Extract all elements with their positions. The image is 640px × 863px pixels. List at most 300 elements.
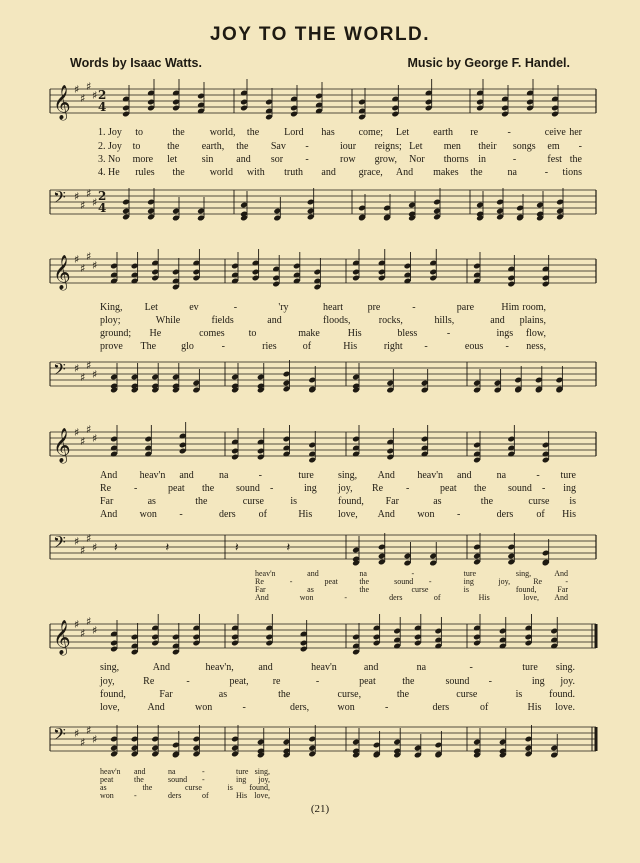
note-icon <box>172 363 180 393</box>
lyric-syllable: of <box>202 791 209 800</box>
lyric-syllable: and <box>490 315 505 326</box>
lyric-line <box>0 340 640 353</box>
lyric-syllable: ing <box>236 775 247 784</box>
lyric-syllable: sin <box>201 154 214 165</box>
lyric-syllable: grow, <box>374 154 397 165</box>
lyric-syllable: - <box>578 141 582 152</box>
lyric-syllable: - <box>488 676 492 687</box>
lyric-syllable: - <box>202 767 205 776</box>
note-icon <box>172 258 180 290</box>
lyric-syllable: sor <box>270 154 284 165</box>
sharp-icon: ♯ <box>86 187 92 200</box>
lyric-syllable: And <box>554 569 568 578</box>
lyric-syllable: the <box>480 496 494 507</box>
sharp-icon: ♯ <box>74 253 80 266</box>
lyric-syllable: ders <box>389 593 403 602</box>
lyric-syllable: and <box>457 470 472 481</box>
lyric-syllable: the <box>396 689 410 700</box>
note-icon <box>473 252 481 284</box>
lyric-syllable: And <box>554 593 568 602</box>
sharp-icon: ♯ <box>92 368 98 381</box>
bass-staff-system-2 <box>0 358 640 398</box>
lyric-syllable: - <box>134 791 137 800</box>
lyric-syllable: found, <box>249 783 270 792</box>
note-icon <box>172 731 180 758</box>
lyric-syllable: - <box>305 141 309 152</box>
lyric-syllable: of <box>258 509 267 520</box>
lyric-syllable: Lord <box>284 127 304 138</box>
lyric-syllable: sing, <box>100 662 120 673</box>
lyric-syllable: King, <box>100 302 123 313</box>
lyric-syllable: Far <box>159 689 173 700</box>
lyric-syllable: na <box>168 767 176 776</box>
lyric-syllable: more <box>132 154 154 165</box>
lyric-line <box>0 327 640 340</box>
lyric-syllable: - <box>411 569 415 578</box>
lyric-syllable: 2. Joy <box>98 141 122 152</box>
note-icon <box>358 88 366 120</box>
note-icon <box>542 539 550 566</box>
lyric-syllable: love, <box>523 593 540 602</box>
lyric-syllable: His <box>236 791 248 800</box>
note-icon <box>393 617 401 649</box>
sharp-icon: ♯ <box>80 262 86 275</box>
lyric-syllable: - <box>221 341 225 352</box>
sharp-icon: ♯ <box>92 733 98 746</box>
lyric-syllable: re <box>470 127 479 138</box>
lyric-syllable: the <box>246 127 260 138</box>
lyric-syllable: joy, <box>100 676 115 687</box>
lyric-syllable: the <box>474 483 487 494</box>
note-icon <box>257 728 265 758</box>
bass-clef-icon: 𝄢 <box>53 532 66 556</box>
lyric-syllable: ev <box>189 302 199 313</box>
note-icon <box>473 728 481 758</box>
note-icon <box>231 363 239 393</box>
sharp-icon: ♯ <box>80 371 86 384</box>
sharp-icon: ♯ <box>74 426 80 439</box>
treble-staff-system-4 <box>0 615 640 660</box>
lyric-syllable: their <box>478 141 497 152</box>
lyric-syllable: fields <box>211 315 234 326</box>
lyric-syllable: sound <box>394 577 414 586</box>
note-icon <box>197 82 205 114</box>
lyric-syllable: - <box>457 509 461 520</box>
lyric-syllable: is <box>227 783 233 792</box>
note-icon <box>131 725 139 757</box>
note-icon <box>144 425 152 457</box>
lyric-syllable: - <box>565 577 568 586</box>
lyric-line <box>0 469 640 482</box>
lyric-syllable: And <box>377 470 395 481</box>
lyric-syllable: heav'n <box>139 470 166 481</box>
sharp-icon: ♯ <box>92 432 98 445</box>
music-credit: Music by George F. Handel. <box>407 56 570 70</box>
lyric-syllable: the <box>359 585 370 594</box>
lyric-line <box>0 495 640 508</box>
lyric-syllable: - <box>270 483 274 494</box>
lyric-syllable: ders <box>432 702 450 713</box>
lyric-syllable: comes <box>199 328 225 339</box>
lyric-syllable: ders <box>168 791 182 800</box>
lyric-line <box>0 140 640 153</box>
sharp-icon: ♯ <box>74 83 80 96</box>
lyric-syllable: eous <box>464 341 484 352</box>
rest-icon: 𝄽 <box>165 540 170 554</box>
lyric-syllable: na <box>359 569 367 578</box>
time-signature: 2 <box>98 189 107 203</box>
note-icon <box>283 425 291 457</box>
lyric-syllable: Let <box>395 127 410 138</box>
lyric-syllable: the <box>172 167 185 178</box>
lyric-syllable: is <box>515 689 523 700</box>
lyric-syllable: the <box>134 775 144 784</box>
treble-staff-system-3 <box>0 423 640 468</box>
lyric-syllable: pre <box>367 302 381 313</box>
lyric-syllable: And <box>255 593 269 602</box>
note-icon <box>151 363 159 393</box>
lyric-syllable: And <box>100 509 118 520</box>
sharp-icon: ♯ <box>86 80 92 93</box>
lyric-syllable: ders, <box>290 702 310 713</box>
lyric-syllable: peat <box>168 483 185 494</box>
lyric-line <box>0 701 640 714</box>
note-icon <box>352 623 360 655</box>
lyric-syllable: the <box>359 577 370 586</box>
lyric-syllable: the <box>195 496 208 507</box>
lyric-syllable: peat <box>100 775 114 784</box>
lyric-syllable: heart <box>323 302 343 313</box>
lyric-syllable: curse <box>242 496 264 507</box>
note-icon <box>421 369 429 393</box>
lyric-syllable: curse <box>456 689 478 700</box>
lyric-syllable: Him <box>501 302 520 313</box>
lyric-syllable: has <box>321 127 335 138</box>
lyric-syllable: ries <box>262 341 277 352</box>
lyric-syllable: - <box>186 676 190 687</box>
note-icon <box>231 725 239 757</box>
hymn-title: JOY TO THE WORLD. <box>209 24 431 45</box>
lyric-syllable: won <box>417 509 435 520</box>
lyric-syllable: sound <box>236 483 260 494</box>
lyric-syllable: - <box>469 662 473 673</box>
lyric-syllable: - <box>344 593 348 602</box>
lyric-syllable: love, <box>254 791 270 800</box>
lyric-syllable: Let <box>144 302 158 313</box>
lyric-syllable: peat, <box>229 676 249 687</box>
lyric-syllable: won <box>337 702 355 713</box>
lyric-syllable: sound <box>445 676 470 687</box>
note-icon <box>110 425 118 457</box>
lyric-syllable: Nor <box>409 154 425 165</box>
lyric-syllable: ing <box>531 676 545 687</box>
lyric-syllable: Far <box>557 585 568 594</box>
lyric-syllable: grace, <box>358 167 383 178</box>
note-icon <box>473 431 481 463</box>
note-icon <box>507 425 515 457</box>
lyric-syllable: - <box>202 775 205 784</box>
lyric-syllable: He <box>149 328 162 339</box>
note-icon <box>273 197 281 221</box>
lyric-syllable: right <box>383 341 403 352</box>
lyric-syllable: His <box>347 328 362 339</box>
note-icon <box>499 728 507 758</box>
note-icon <box>293 252 301 284</box>
lyric-syllable: room, <box>522 302 546 313</box>
lyric-syllable: to <box>132 141 141 152</box>
lyric-syllable: let <box>167 154 178 165</box>
note-icon <box>536 191 544 221</box>
lyric-syllable: the <box>470 167 483 178</box>
lyric-syllable: em <box>547 141 560 152</box>
sharp-icon: ♯ <box>86 615 92 628</box>
note-icon <box>433 188 441 220</box>
treble-clef-icon: 𝄞 <box>53 620 71 655</box>
sharp-icon: ♯ <box>80 92 86 105</box>
lyric-syllable: 1. Joy <box>98 127 122 138</box>
page-number: (21) <box>310 803 330 815</box>
lyric-syllable: - <box>507 127 511 138</box>
lyric-syllable: the <box>569 154 582 165</box>
staff-lines <box>50 362 596 386</box>
lyric-syllable: ceive <box>544 127 566 138</box>
sharp-icon: ♯ <box>80 627 86 640</box>
lyric-syllable: joy, <box>498 577 511 586</box>
note-icon <box>283 728 291 758</box>
note-icon <box>514 366 522 393</box>
lyric-syllable: is <box>290 496 298 507</box>
time-signature: 4 <box>98 201 107 215</box>
lyric-syllable: world, <box>209 127 236 138</box>
lyric-syllable: row <box>340 154 356 165</box>
staff-lines <box>50 89 596 113</box>
note-icon <box>110 252 118 284</box>
treble-clef-icon: 𝄞 <box>53 85 71 120</box>
lyric-syllable: her <box>569 127 582 138</box>
lyric-syllable: curse <box>528 496 550 507</box>
note-icon <box>535 366 543 393</box>
note-icon <box>172 197 180 221</box>
lyric-syllable: Re <box>143 676 155 687</box>
time-signature: 4 <box>98 100 107 114</box>
note-icon <box>192 369 200 393</box>
lyric-syllable: in <box>478 154 487 165</box>
lyric-syllable: Re <box>100 483 112 494</box>
lyric-syllable: as <box>307 585 314 594</box>
lyric-syllable: the <box>202 483 215 494</box>
note-icon <box>373 731 381 758</box>
lyric-syllable: songs <box>512 141 536 152</box>
lyric-syllable: - <box>134 483 138 494</box>
lyric-syllable: heav'n <box>100 767 121 776</box>
note-icon <box>231 252 239 284</box>
sharp-icon: ♯ <box>92 541 98 554</box>
lyric-syllable: - <box>242 702 246 713</box>
note-icon <box>131 623 139 655</box>
lyric-syllable: won <box>100 791 114 800</box>
time-signature: 2 <box>98 88 107 102</box>
lyric-syllable: And <box>377 509 395 520</box>
lyric-syllable: Re <box>533 577 543 586</box>
lyric-syllable: re <box>272 676 281 687</box>
lyric-syllable: world <box>209 167 234 178</box>
lyric-syllable: won <box>139 509 157 520</box>
lyric-syllable: as <box>147 496 156 507</box>
lyric-line <box>0 508 640 521</box>
note-icon <box>110 363 118 393</box>
lyric-syllable: won <box>299 593 314 602</box>
lyric-syllable: peat <box>440 483 457 494</box>
sharp-icon: ♯ <box>74 190 80 203</box>
lyric-syllable: - <box>505 341 509 352</box>
lyric-syllable: iour <box>340 141 357 152</box>
lyric-syllable: na <box>416 662 427 673</box>
lyric-syllable: sound <box>508 483 532 494</box>
note-icon <box>313 258 321 290</box>
sharp-icon: ♯ <box>80 544 86 557</box>
lyric-syllable: joy. <box>560 676 575 687</box>
lyric-syllable: and <box>267 315 282 326</box>
lyric-syllable: the <box>278 689 291 700</box>
note-icon <box>516 194 524 221</box>
lyric-syllable: - <box>305 154 309 165</box>
treble-clef-icon: 𝄞 <box>53 255 71 290</box>
lyric-syllable: The <box>140 341 157 352</box>
lyric-syllable: the <box>236 141 249 152</box>
lyric-syllable: Sav <box>270 141 286 152</box>
bass-lyric-line <box>0 791 640 801</box>
lyric-syllable: pare <box>456 302 475 313</box>
lyric-syllable: Far <box>385 496 399 507</box>
lyric-syllable: curse <box>411 585 429 594</box>
lyric-syllable: hills, <box>434 315 455 326</box>
note-icon <box>352 536 360 566</box>
lyric-syllable: plains, <box>519 315 546 326</box>
note-icon <box>386 369 394 393</box>
sharp-icon: ♯ <box>74 535 80 548</box>
note-icon <box>550 617 558 649</box>
lyric-syllable: love. <box>555 702 575 713</box>
lyric-syllable: as <box>100 783 107 792</box>
staff-lines <box>50 624 596 648</box>
lyric-syllable: And <box>147 702 165 713</box>
note-icon <box>393 728 401 758</box>
lyric-syllable: His <box>343 341 358 352</box>
lyric-syllable: the <box>167 141 180 152</box>
lyric-syllable: tions <box>562 167 582 178</box>
lyric-syllable: - <box>536 470 540 481</box>
lyric-syllable: and <box>363 662 379 673</box>
lyric-syllable: of <box>433 593 441 602</box>
lyric-line <box>0 688 640 701</box>
lyric-syllable: - <box>233 302 238 313</box>
lyric-syllable: makes <box>433 167 459 178</box>
note-icon <box>151 725 159 757</box>
lyric-syllable: His <box>478 593 490 602</box>
lyric-line <box>0 126 640 139</box>
lyric-syllable: And <box>100 470 118 481</box>
lyric-syllable: - <box>315 676 320 687</box>
note-icon <box>507 533 515 565</box>
sharp-icon: ♯ <box>74 362 80 375</box>
lyric-syllable: to <box>248 328 257 339</box>
note-icon <box>308 366 316 393</box>
note-icon <box>110 725 118 757</box>
treble-staff-system-2 <box>0 250 640 295</box>
note-icon <box>383 194 391 221</box>
lyric-syllable: floods, <box>323 315 351 326</box>
lyric-syllable: won <box>195 702 213 713</box>
lyric-syllable: - <box>385 702 389 713</box>
lyric-syllable: ders <box>219 509 236 520</box>
lyric-syllable: sound <box>168 775 188 784</box>
lyric-syllable: joy, <box>338 483 353 494</box>
lyric-line <box>0 482 640 495</box>
lyric-syllable: curse <box>185 783 202 792</box>
lyric-syllable: the <box>142 783 153 792</box>
sharp-icon: ♯ <box>80 199 86 212</box>
note-icon <box>308 725 316 757</box>
lyric-syllable: and <box>236 154 251 165</box>
lyric-syllable: - <box>512 154 517 165</box>
treble-clef-icon: 𝄞 <box>53 428 71 463</box>
lyric-syllable: rules <box>135 167 155 178</box>
note-icon <box>352 425 360 457</box>
lyric-syllable: - <box>406 483 410 494</box>
lyric-line <box>0 166 640 179</box>
lyric-syllable: fest <box>547 154 562 165</box>
note-icon <box>404 542 412 566</box>
bass-staff-system-4 <box>0 723 640 763</box>
lyric-line <box>0 153 640 166</box>
note-icon <box>494 369 502 393</box>
note-icon <box>473 369 481 393</box>
note-icon <box>192 725 200 757</box>
staff-lines <box>50 190 596 214</box>
note-icon <box>556 188 564 220</box>
sharp-icon: ♯ <box>80 435 86 448</box>
lyric-syllable: ing <box>304 483 317 494</box>
note-icon <box>131 363 139 393</box>
bass-staff-system-3 <box>0 531 640 571</box>
lyric-syllable: ture <box>522 662 538 673</box>
sharp-icon: ♯ <box>80 736 86 749</box>
lyric-syllable: Re <box>372 483 384 494</box>
lyric-syllable: ploy; <box>100 315 121 326</box>
lyric-syllable: ture <box>560 470 576 481</box>
note-icon <box>550 734 558 758</box>
lyric-syllable: bless <box>397 328 418 339</box>
bass-staff-system-1 <box>0 186 640 226</box>
lyric-syllable: ture <box>236 767 249 776</box>
note-icon <box>308 431 316 463</box>
lyric-syllable: thorns <box>443 154 469 165</box>
lyric-syllable: While <box>155 315 181 326</box>
note-icon <box>499 617 507 649</box>
lyric-syllable: sing, <box>338 470 358 481</box>
lyric-syllable: 'ry <box>278 302 289 313</box>
lyric-syllable: the <box>172 127 185 138</box>
lyric-syllable: and <box>179 470 194 481</box>
note-icon <box>429 542 437 566</box>
rest-icon: 𝄽 <box>114 540 118 554</box>
lyric-syllable: as <box>218 689 228 700</box>
note-icon <box>404 252 412 284</box>
lyric-syllable: found, <box>338 496 364 507</box>
lyric-syllable: His <box>562 509 576 520</box>
sharp-icon: ♯ <box>86 423 92 436</box>
lyric-syllable: the <box>402 676 415 687</box>
